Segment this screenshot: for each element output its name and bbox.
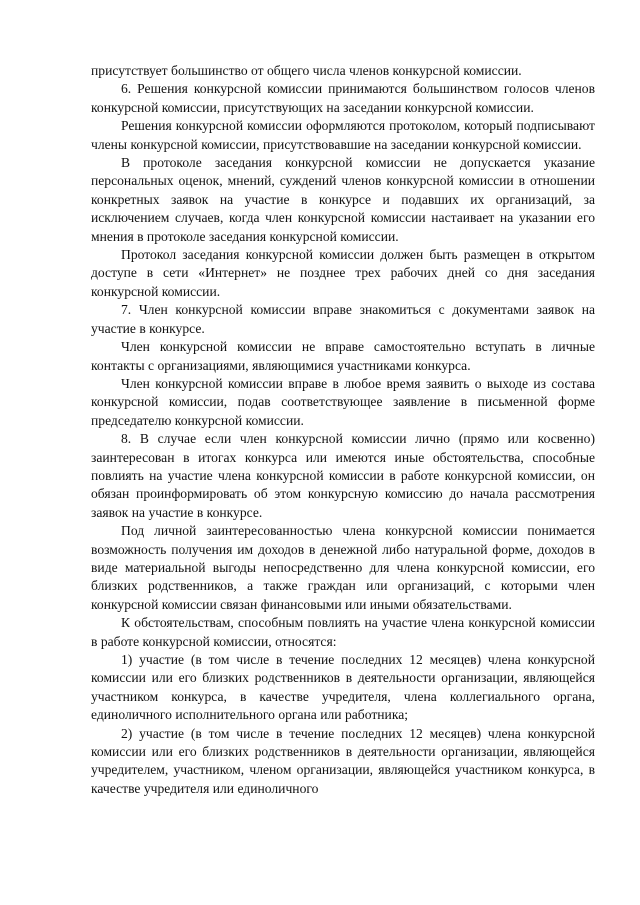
paragraph-circumstances: К обстоятельствам, способным повлиять на участие члена конкурсной комиссии в работе конкурсной комиссии, относятся: [91,615,595,649]
paragraph-subitem-2: 2) участие (в том числе в течение последних 12 месяцев) члена конкурсной комиссии или его близких родственников в деятельности организации, являющейся учредителем, участником, членом организации, являющейся участником конкурса, в качестве учредителя или единоличного [91,725,595,796]
paragraph-protocol-decisions: Решения конкурсной комиссии оформляются протоколом, который подписывают члены конкурсной комиссии, присутствовавшие на заседании конкурсной комиссии. [91,118,595,152]
paragraph-personal-interest: Под личной заинтересованностью члена конкурсной комиссии понимается возможность получения им доходов в денежной либо натуральной форме, доходов в виде материальной выгоды непосредственно для члена конкурсной комиссии, его близких родственников, а также граждан или организаций, с которыми член конкурсной комиссии связан финансовыми или иными обязательствами. [91,523,595,612]
paragraph-withdrawal: Член конкурсной комиссии вправе в любое время заявить о выходе из состава конкурсной комиссии, подав соответствующее заявление в письменной форме председателю конкурсной комиссии. [91,375,595,428]
paragraph-protocol-content: В протоколе заседания конкурсной комиссии не допускается указание персональных оценок, мнений, суждений членов конкурсной комиссии в отношении конкретных заявок на участие в конкурсе и подавших их организаций, за исключением случаев, когда член конкурсной комиссии настаивает на указании его мнения в протоколе заседания конкурсной комиссии. [91,155,595,244]
paragraph-subitem-1: 1) участие (в том числе в течение последних 12 месяцев) члена конкурсной комиссии или его близких родственников в деятельности организации, являющейся участником конкурса, в качестве учредителя, члена коллегиального органа, единоличного исполнительного органа или работника; [91,652,595,723]
paragraph-item-8: 8. В случае если член конкурсной комиссии лично (прямо или косвенно) заинтересован в итогах конкурса или имеются иные обстоятельства, способные повлиять на участие члена конкурсной комиссии в работе конкурсной комиссии, он обязан проинформировать об этом конкурсную комиссию до начала рассмотрения заявок на участие в конкурсе. [91,431,595,520]
paragraph-item-6: 6. Решения конкурсной комиссии принимаются большинством голосов членов конкурсной комиссии, присутствующих на заседании конкурсной комиссии. [91,81,595,115]
paragraph-item-7: 7. Член конкурсной комиссии вправе знакомиться с документами заявок на участие в конкурсе. [91,302,595,336]
paragraph-protocol-publication: Протокол заседания конкурсной комиссии должен быть размещен в открытом доступе в сети «Интернет» не позднее трех рабочих дней со дня заседания конкурсной комиссии. [91,247,595,299]
paragraph-continuation: присутствует большинство от общего числа членов конкурсной комиссии. [91,63,522,78]
paragraph-no-contacts: Член конкурсной комиссии не вправе самостоятельно вступать в личные контакты с организациями, являющимися участниками конкурса. [91,339,595,373]
